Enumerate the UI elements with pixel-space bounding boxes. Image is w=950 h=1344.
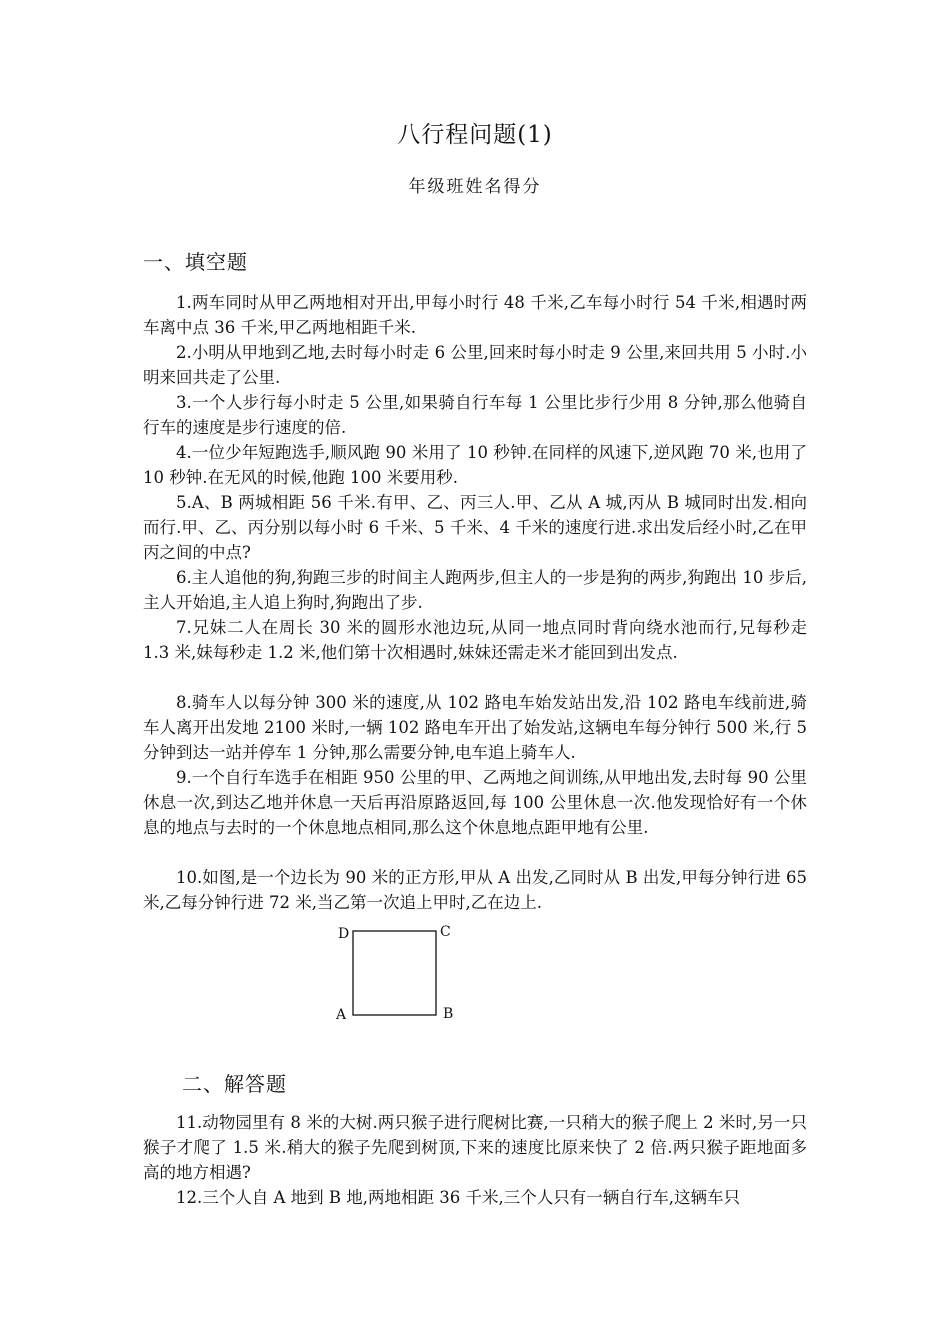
question-12: 12.三个人自 A 地到 B 地,两地相距 36 千米,三个人只有一辆自行车,这辆车只: [176, 1188, 740, 1207]
question-4: 4.一位少年短跑选手,顺风跑 90 米用了 10 秒钟.在同样的风速下,逆风跑 70 米,也用了 10 秒钟.在无风的时候,他跑 100 米要用秒.: [143, 443, 807, 487]
section-heading-answer: 二、解答题: [182, 1072, 287, 1096]
vertex-label-d: D: [338, 926, 350, 942]
question-1: 1.两车同时从甲乙两地相对开出,甲每小时行 48 千米,乙车每小时行 54 千米,相遇时两车离中点 36 千米,甲乙两地相距千米.: [143, 293, 807, 337]
vertex-label-c: C: [440, 924, 451, 940]
vertex-label-a: A: [336, 1007, 347, 1022]
question-3: 3.一个人步行每小时走 5 公里,如果骑自行车每 1 公里比步行少用 8 分钟,那么他骑自行车的速度是步行速度的倍.: [143, 393, 807, 437]
question-11: 11.动物园里有 8 米的大树.两只猴子进行爬树比赛,一只稍大的猴子爬上 2 米时,另一只猴子才爬了 1.5 米.稍大的猴子先爬到树顶,下来的速度比原来快了 2 倍.两只猴子距地面多高的地方相遇?: [143, 1113, 807, 1182]
square-outline: [353, 931, 436, 1015]
question-7: 7.兄妹二人在周长 30 米的圆形水池边玩,从同一地点同时背向绕水池而行,兄每秒走 1.3 米,妹每秒走 1.2 米,他们第十次相遇时,妹妹还需走米才能回到出发点.: [143, 618, 807, 662]
square-diagram: [334, 922, 464, 1022]
question-6: 6.主人追他的狗,狗跑三步的时间主人跑两步,但主人的一步是狗的两步,狗跑出 10 步后,主人开始追,主人追上狗时,狗跑出了步.: [143, 568, 807, 612]
question-10: 10.如图,是一个边长为 90 米的正方形,甲从 A 出发,乙同时从 B 出发,甲每分钟行进 65 米,乙每分钟行进 72 米,当乙第一次追上甲时,乙在边上.: [143, 868, 807, 912]
student-info-line: 年级班姓名得分: [408, 177, 542, 197]
vertex-label-b: B: [443, 1006, 454, 1022]
question-8: 8.骑车人以每分钟 300 米的速度,从 102 路电车始发站出发,沿 102 路电车线前进,骑车人离开出发地 2100 米时,一辆 102 路电车开出了始发站,这辆电车每分钟行 500 米,行 5 分钟到达一站并停车 1 分钟,那么需要分钟,电车追上骑车人.: [143, 693, 807, 762]
question-5: 5.A、B 两城相距 56 千米.有甲、乙、丙三人.甲、乙从 A 城,丙从 B 城同时出发.相向而行.甲、乙、丙分别以每小时 6 千米、5 千米、4 千米的速度行进.求出发后经小时,乙在甲丙之间的中点?: [143, 493, 807, 562]
page-title: 八行程问题(1): [397, 122, 553, 148]
question-9: 9.一个自行车选手在相距 950 公里的甲、乙两地之间训练,从甲地出发,去时每 90 公里休息一次,到达乙地并休息一天后再沿原路返回,每 100 公里休息一次.他发现恰好有一个休息的地点与去时的一个休息地点相同,那么这个休息地点距甲地有公里.: [143, 768, 807, 837]
section-heading-fill-in: 一、填空题: [143, 250, 248, 274]
question-2: 2.小明从甲地到乙地,去时每小时走 6 公里,回来时每小时走 9 公里,来回共用 5 小时.小明来回共走了公里.: [143, 343, 807, 387]
